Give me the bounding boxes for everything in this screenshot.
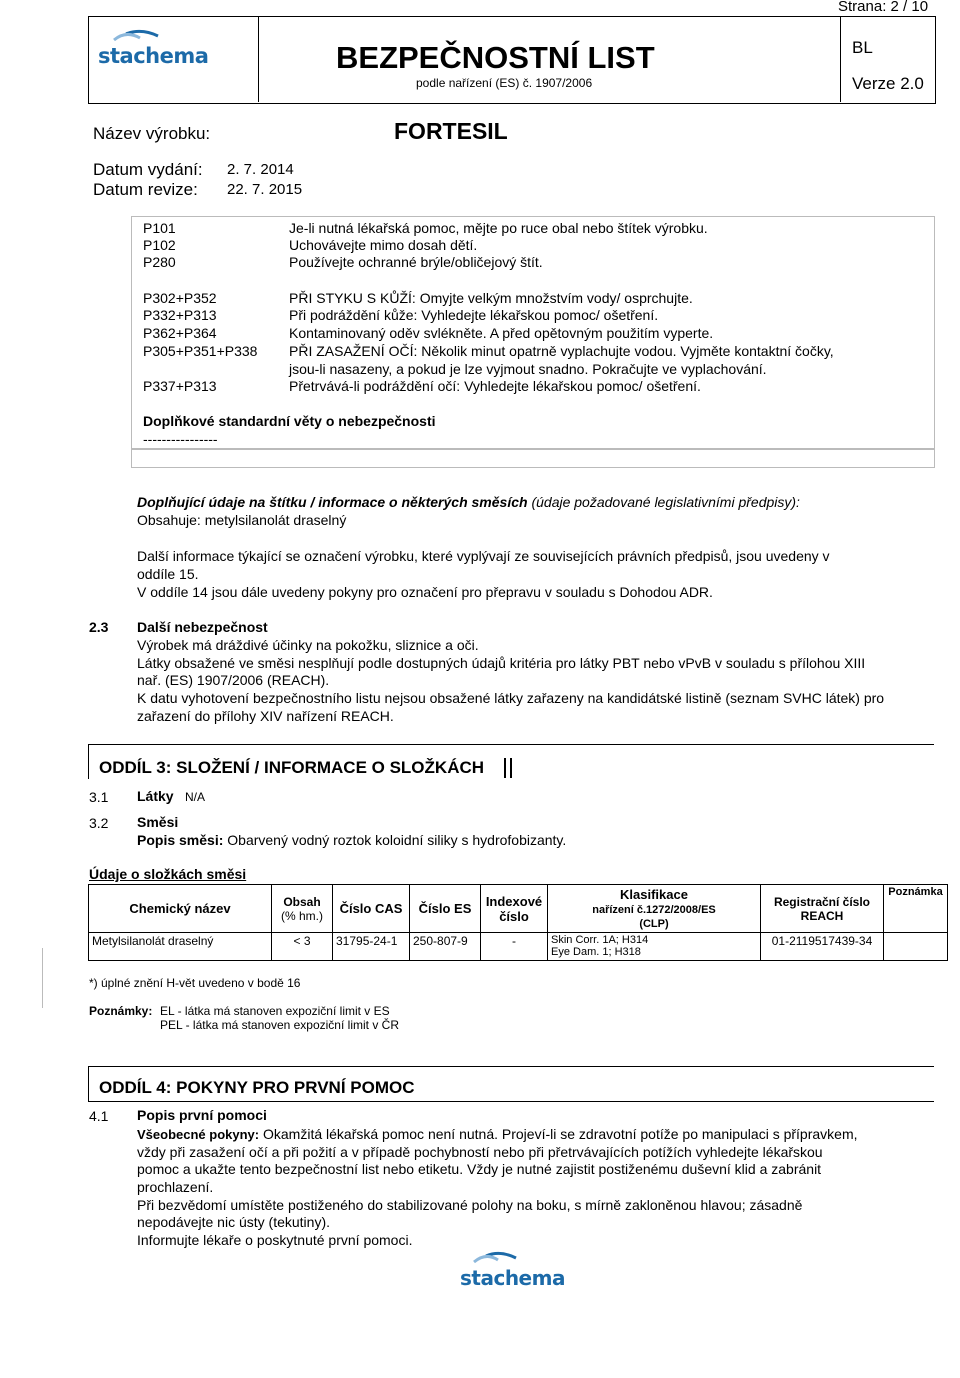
p-text: Kontaminovaný oděv svlékněte. A před opětovným použitím vyperte.: [289, 325, 714, 341]
section-number: 3.1: [89, 789, 109, 805]
page-number: Strana: 2 / 10: [838, 0, 929, 15]
table-row: [89, 933, 948, 961]
classification-2: Eye Dam. 1; H318: [551, 946, 641, 958]
inform-doctor-text: Informujte lékaře o poskytnuté první pomoci.: [137, 1232, 413, 1248]
table-header: Číslo CAS: [333, 885, 410, 933]
unconscious-text: Při bezvědomí umístěte postiženého do stabilizované polohy na boku, s mírně zakloněnou hlavou; zásadně: [137, 1197, 803, 1213]
header-divider-left: [258, 16, 259, 102]
section-2-3-text: K datu vyhotovení bezpečnostního listu nejsou obsažené látky zařazeny na kandidátské listině (seznam SVHC látek) pro: [137, 690, 885, 706]
section-number: 3.2: [89, 815, 109, 831]
section-3-title: ODDÍL 3: SLOŽENÍ / INFORMACE O SLOŽKÁCH: [99, 758, 485, 777]
header-divider-right: [840, 16, 841, 102]
section-2-3-text: Výrobek má dráždivé účinky na pokožku, sliznice a oči.: [137, 637, 479, 653]
document-subtitle: podle nařízení (ES) č. 1907/2006: [416, 76, 593, 90]
notes-label: Poznámky:: [89, 1004, 153, 1018]
section-3-1-title: Látky: [137, 788, 174, 804]
section-4-rule-left: [88, 1066, 89, 1101]
p-text: Uchovávejte mimo dosah dětí.: [289, 237, 478, 253]
label-info-para: Další informace týkající se označení výrobku, které vyplývají ze souvisejících právních předpisů, jsou uvedeny v: [137, 548, 830, 564]
label-info-para: V oddíle 14 jsou dále uvedeny pokyny pro označení pro přepravu v souladu s Dohodou ADR.: [137, 584, 713, 600]
general-label: Všeobecné pokyny:: [137, 1127, 260, 1142]
classification-1: Skin Corr. 1A; H314: [551, 934, 649, 946]
table-header: Chemický název: [89, 885, 272, 933]
table-cell: 250-807-9: [410, 933, 481, 961]
language-code: BL: [852, 38, 873, 57]
table-cell: Metylsilanolát draselný: [89, 933, 272, 961]
section-2-3-text: zařazení do přílohy XIV nařízení REACH.: [137, 708, 394, 724]
table-header: Poznámka: [884, 885, 948, 933]
table-header: [272, 885, 333, 933]
mixture-description: [137, 832, 566, 848]
table-header-text: (CLP): [639, 918, 669, 930]
section-3-1-value: N/A: [185, 790, 206, 804]
supplemental-dashes: ----------------: [143, 431, 218, 447]
unconscious-text: nepodávejte nic ústy (tekutiny).: [137, 1214, 330, 1230]
general-text: pomoc a ukažte tento bezpečnostní list nebo etiketu. Vždy je nutné zajistit postiženému duševní klid a zabránit: [137, 1161, 822, 1177]
p-text: Při podráždění kůže: Vyhledejte lékařskou pomoc/ ošetření.: [289, 307, 659, 323]
p-text: Používejte ochranné brýle/obličejový štít.: [289, 254, 543, 270]
table-header: Číslo ES: [410, 885, 481, 933]
note-el: EL - látka má stanoven expoziční limit v ES: [160, 1004, 390, 1018]
label-info-title: Doplňující údaje na štítku / informace o některých směsích: [137, 494, 528, 510]
stachema-logo: [96, 26, 256, 86]
description-value: Obarvený vodný roztok koloidní siliky s hydrofobizanty.: [227, 832, 567, 848]
supplemental-heading: Doplňkové standardní věty o nebezpečnosti: [143, 413, 436, 429]
table-header-row: [89, 885, 948, 933]
label-info-heading: [137, 494, 800, 510]
table-cell: [884, 933, 948, 961]
table-header: [548, 885, 761, 933]
precautionary-box-bottom: [131, 448, 935, 468]
p-code: P101: [143, 220, 176, 236]
table-header-text: Klasifikace: [620, 887, 688, 902]
table-header: Registrační číslo REACH: [761, 885, 884, 933]
composition-heading: Údaje o složkách směsi: [89, 866, 247, 882]
section-4-1-title: Popis první pomoci: [137, 1107, 267, 1123]
table-cell: 31795-24-1: [333, 933, 410, 961]
label-info-para: oddíle 15.: [137, 566, 199, 582]
table-header-text: Obsah: [283, 894, 321, 909]
section-3-2-title: Směsi: [137, 814, 179, 830]
footer-stachema-logo: [458, 1248, 598, 1308]
table-header-text: nařízení č.1272/2008/ES: [592, 904, 716, 916]
general-instructions: [137, 1126, 858, 1142]
section-2-3-text: Látky obsažené ve směsi nesplňují podle dostupných údajů kritéria pro látky PBT nebo vPvB v souladu s přílohou XIII: [137, 655, 866, 671]
revision-date: 22. 7. 2015: [227, 181, 303, 198]
note-pel: PEL - látka má stanoven expoziční limit v ČR: [160, 1018, 399, 1032]
section-4-title: ODDÍL 4: POKYNY PRO PRVNÍ POMOC: [99, 1078, 415, 1097]
contains-text: Obsahuje: metylsilanolát draselný: [137, 512, 347, 528]
p-code: P362+P364: [143, 325, 217, 341]
table-cell: -: [481, 933, 548, 961]
label-info-note: (údaje požadované legislativními předpisy):: [531, 494, 800, 510]
table-cell: 01-2119517439-34: [761, 933, 884, 961]
document-title: BEZPEČNOSTNÍ LIST: [336, 40, 655, 75]
p-code: P337+P313: [143, 378, 217, 394]
table-header: Indexové číslo: [481, 885, 548, 933]
table-cell: < 3: [272, 933, 333, 961]
section-number: 4.1: [89, 1108, 109, 1124]
issue-date: 2. 7. 2014: [227, 161, 294, 178]
product-label: Název výrobku:: [93, 124, 211, 143]
section-4-rule: [88, 1066, 934, 1067]
section-2-3-title: Další nebezpečnost: [137, 619, 268, 635]
section-3-bar: [504, 758, 506, 778]
p-code: P302+P352: [143, 290, 217, 306]
footnote: *) úplné znění H-vět uvedeno v bodě 16: [89, 976, 301, 990]
p-text: PŘI STYKU S KŮŽÍ: Omyjte velkým množstvím vody/ osprchujte.: [289, 290, 693, 306]
table-header-unit: (% hm.): [281, 908, 323, 923]
section-3-bar: [510, 758, 512, 778]
p-text: Přetrvává-li podráždění očí: Vyhledejte lékařskou pomoc/ ošetření.: [289, 378, 701, 394]
composition-table: [88, 884, 948, 961]
section-number: 2.3: [89, 619, 109, 635]
p-code: P102: [143, 237, 176, 253]
logo-text: stachema: [98, 44, 209, 68]
general-text: vždy při zasažení očí a při požití a v případě pochybností nebo při přetrvávajících potížích vyhledejte lékařskou: [137, 1144, 823, 1160]
table-cell: [548, 933, 761, 961]
revision-label: Datum revize:: [93, 180, 198, 199]
section-3-rule: [88, 744, 934, 745]
version: Verze 2.0: [852, 74, 924, 93]
p-code: P332+P313: [143, 307, 217, 323]
p-text: Je-li nutná lékařská pomoc, mějte po ruce obal nebo štítek výrobku.: [289, 220, 708, 236]
p-code: P305+P351+P338: [143, 343, 258, 359]
general-text: Okamžitá lékařská pomoc není nutná. Projeví-li se zdravotní potíže po manipulaci s přípravkem,: [263, 1126, 858, 1142]
issue-label: Datum vydání:: [93, 160, 203, 179]
product-name: FORTESIL: [394, 118, 508, 144]
section-2-3-text: nař. (ES) 1907/2006 (REACH).: [137, 672, 330, 688]
general-text: prochlazení.: [137, 1179, 214, 1195]
section-4-rule-bottom: [88, 1101, 934, 1102]
p-text: PŘI ZASAŽENÍ OČÍ: Několik minut opatrně vyplachujte vodou. Vyjměte kontaktní čočky,: [289, 343, 834, 359]
description-label: Popis směsi:: [137, 832, 224, 848]
p-code: P280: [143, 254, 176, 270]
p-text: jsou-li nasazeny, a pokud je lze vyjmout snadno. Pokračujte ve vyplachování.: [289, 361, 767, 377]
logo-text: stachema: [460, 1266, 565, 1290]
section-3-rule-left: [88, 744, 89, 779]
decorative-rule: [42, 948, 43, 1008]
